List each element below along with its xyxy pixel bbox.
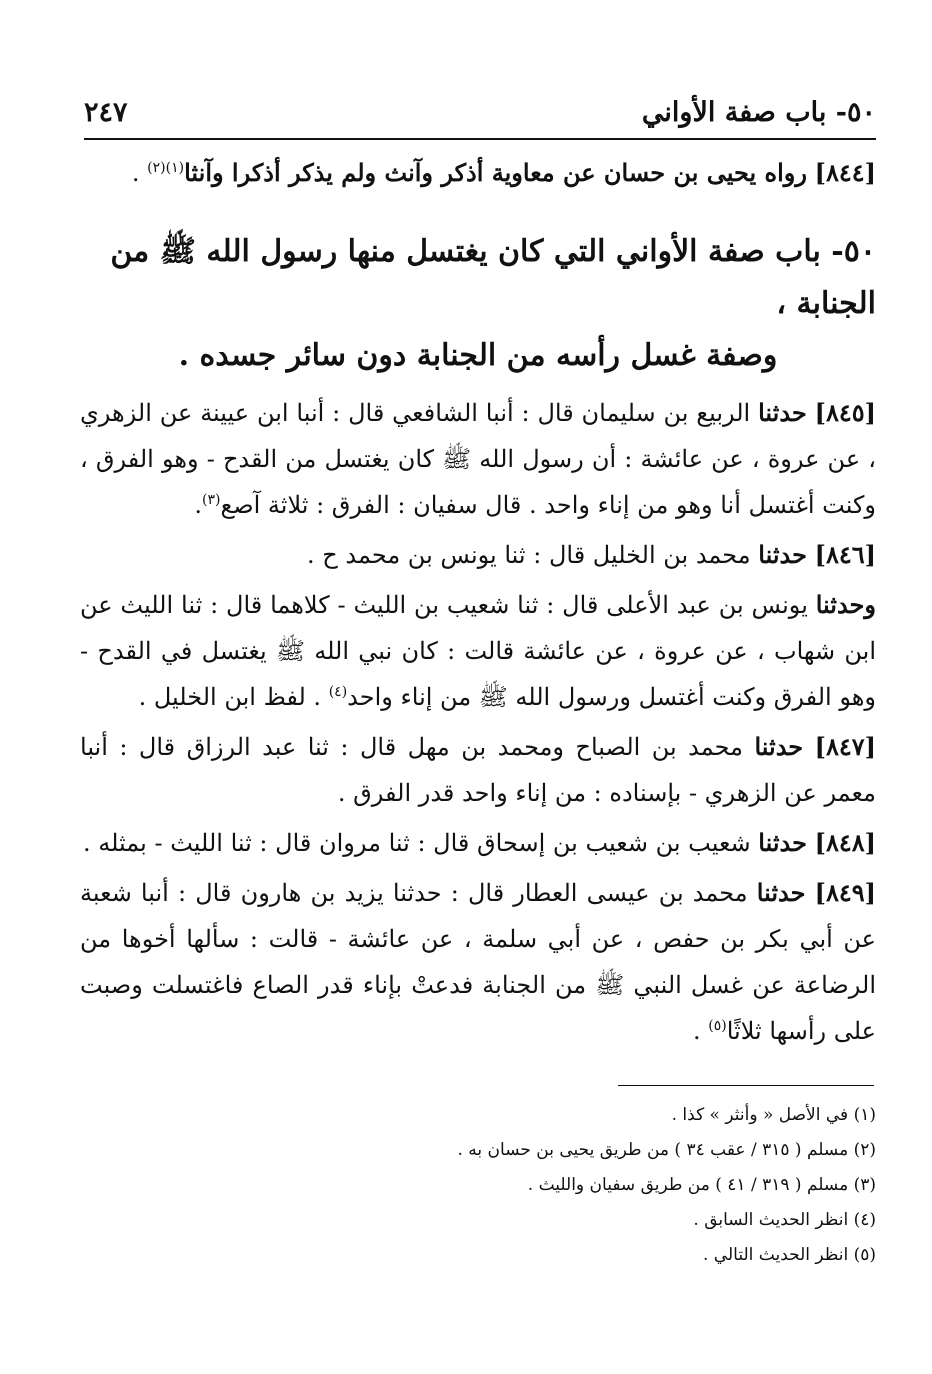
hadith-844: [80, 150, 876, 196]
hadith-text: محمد بن الخليل قال : ثنا يونس بن محمد ح .: [306, 541, 751, 569]
chapter-heading-line1: ٥٠- باب صفة الأواني التي كان يغتسل منها رسول الله ﷺ من الجنابة ،: [110, 234, 876, 321]
footnote-ref: (١)(٢): [147, 160, 185, 176]
footnotes: [80, 1098, 876, 1273]
hadith-lead: حدثنا: [756, 878, 806, 907]
hadith-number: [٨٤٥]: [814, 398, 876, 427]
chapter-heading-line2: وصفة غسل رأسه من الجنابة دون سائر جسده .: [178, 338, 778, 373]
hadith-text: رواه يحيى بن حسان عن معاوية أذكر وآنث ولم يذكر أذكرا وآنثا: [184, 158, 807, 187]
hadith-lead: وحدثنا: [815, 590, 876, 619]
footnote-ref: (٥): [708, 1018, 727, 1034]
hadith-lead: حدثنا: [758, 828, 807, 857]
hadith-text: محمد بن عيسى العطار قال : حدثنا يزيد بن هارون قال : أنبا شعبة عن أبي بكر بن حفص ، عن أبي سلمة ، عن عائشة - قالت : سألها أخوها من الرضاعة عن غسل النبي ﷺ من الجنابة فدعتْ بإناء قدر الصاع فاغتسلت وصبت على رأسها ثلاثًا: [80, 879, 876, 1045]
hadith-tail: .: [194, 491, 202, 519]
hadith-846: [80, 532, 876, 578]
hadith-lead: حدثنا: [758, 540, 807, 569]
hadith-849: [80, 870, 876, 1054]
hadith-tail: .: [131, 159, 148, 187]
footnote-4: (٤) انظر الحديث السابق .: [693, 1210, 876, 1230]
running-header: [84, 78, 876, 128]
footnote-ref: (٣): [201, 492, 221, 508]
hadith-845: [80, 390, 876, 528]
hadith-number: [٨٤٩]: [814, 878, 876, 907]
hadith-number: [٨٤٤]: [814, 158, 876, 187]
hadith-lead: حدثنا: [758, 398, 807, 427]
hadith-text: الربيع بن سليمان قال : أنبا الشافعي قال : أنبا ابن عيينة عن الزهري ، عن عروة ، عن عائشة : أن رسول الله ﷺ كان يغتسل من القدح - وهو الفرق ، وكنت أغتسل أنا وهو من إناء واحد . قال سفيان : الفرق : ثلاثة آصع: [80, 399, 876, 519]
footnote-5: (٥) انظر الحديث التالي .: [703, 1245, 876, 1265]
hadith-text: محمد بن الصباح ومحمد بن مهل قال : ثنا عبد الرزاق قال : أنبا معمر عن الزهري - بإسناده : من إناء واحد قدر الفرق .: [80, 733, 876, 807]
footnote-3: (٣) مسلم ( ٣١٩ / ٤١ ) من طريق سفيان والليث .: [527, 1175, 876, 1195]
hadith-tail: . لفظ ابن الخليل .: [138, 683, 329, 711]
hadith-tail: .: [693, 1017, 709, 1045]
hadith-number: [٨٤٨]: [814, 828, 876, 857]
footnote-ref: (٤): [328, 684, 348, 700]
hadith-848: [80, 820, 876, 866]
hadith-846-continued: [80, 582, 876, 720]
main-text: [80, 150, 876, 1058]
chapter-heading: [80, 226, 876, 382]
hadith-847: [80, 724, 876, 816]
hadith-number: [٨٤٧]: [814, 732, 876, 761]
page-number: ٢٤٧: [84, 97, 128, 128]
hadith-text: يونس بن عبد الأعلى قال : ثنا شعيب بن الليث - كلاهما قال : ثنا الليث عن ابن شهاب ، عن عروة ، عن عائشة قالت : كان نبي الله ﷺ يغتسل في القدح - وهو الفرق وكنت أغتسل ورسول الله ﷺ من إناء واحد: [80, 591, 876, 711]
running-header-title: ٥٠- باب صفة الأواني: [641, 97, 876, 128]
footnote-1: (١) في الأصل « وأنثر » كذا .: [671, 1105, 876, 1125]
hadith-number: [٨٤٦]: [814, 540, 876, 569]
footnote-2: (٢) مسلم ( ٣١٥ / عقب ٣٤ ) من طريق يحيى بن حسان به .: [457, 1140, 876, 1160]
header-divider: [84, 138, 876, 140]
hadith-lead: حدثنا: [754, 732, 804, 761]
footnote-divider: [618, 1085, 874, 1086]
hadith-text: شعيب بن شعيب بن إسحاق قال : ثنا مروان قال : ثنا الليث - بمثله .: [82, 829, 751, 857]
